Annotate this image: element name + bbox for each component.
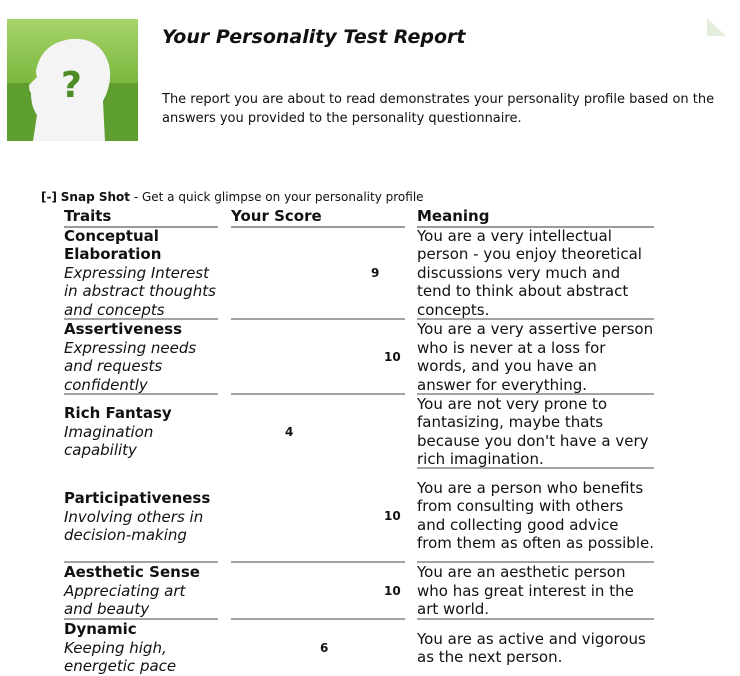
page-title: Your Personality Test Report	[162, 26, 466, 48]
trait-description: Involving others in decision-making	[64, 507, 204, 544]
header-meaning: Meaning	[417, 207, 654, 228]
trait-name: Participativeness	[64, 489, 211, 507]
trait-description: Imagination capability	[64, 422, 154, 459]
page-fold-icon	[705, 17, 727, 37]
head-question-icon	[7, 19, 138, 141]
meaning-cell: You are a very assertive person who is never at a loss for words, and you have an answer for everything.	[417, 320, 654, 394]
score-cell	[231, 470, 405, 563]
score-cell	[231, 621, 405, 675]
score-value: 6	[320, 641, 329, 655]
table-row	[64, 396, 655, 469]
trait-name: Aesthetic Sense	[64, 563, 200, 582]
meaning-cell: You are not very prone to fantasizing, maybe thats because you don't have a very rich imagination.	[417, 396, 654, 469]
score-value: 10	[384, 584, 401, 598]
table-row	[64, 470, 655, 563]
score-value: 10	[384, 350, 401, 364]
trait-name: Assertiveness	[64, 320, 183, 338]
score-cell	[231, 321, 405, 395]
trait-name: Rich Fantasy	[64, 404, 172, 422]
trait-cell	[64, 228, 218, 320]
meaning-cell: You are a very intellectual person - you enjoy theoretical discussions very much and tend to think about abstract concepts.	[417, 228, 654, 320]
trait-cell	[64, 321, 218, 395]
trait-description: Expressing Interest in abstract thoughts and concepts	[64, 263, 216, 319]
table-row	[64, 564, 655, 620]
trait-name: Dynamic	[64, 620, 137, 639]
trait-name: Conceptual Elaboration	[64, 226, 162, 264]
svg-text:?: ?	[61, 65, 82, 106]
trait-description: Keeping high, energetic pace	[64, 638, 177, 676]
trait-cell	[64, 470, 218, 563]
header-score: Your Score	[231, 207, 405, 228]
trait-description: Expressing needs and requests confidently	[64, 338, 197, 394]
meaning-cell: You are as active and vigorous as the next person.	[417, 629, 646, 666]
trait-description: Appreciating art and beauty	[64, 581, 186, 619]
score-value: 10	[384, 508, 401, 523]
score-value: 4	[285, 425, 294, 439]
snapshot-heading	[41, 190, 424, 204]
score-cell	[231, 228, 405, 320]
table-row	[64, 321, 655, 395]
score-value: 9	[371, 266, 380, 280]
meaning-cell: You are an aesthetic person who has great interest in the art world.	[417, 564, 654, 620]
personality-head-logo	[7, 19, 138, 141]
snapshot-label: Snap Shot	[60, 190, 130, 204]
trait-cell	[64, 621, 218, 675]
score-cell	[231, 396, 405, 469]
trait-cell	[64, 564, 218, 620]
snapshot-description: - Get a quick glimpse on your personality profile	[133, 190, 424, 204]
table-row	[64, 228, 655, 320]
meaning-cell: You are a person who benefits from consulting with others and collecting good advice from them as often as possible.	[417, 470, 654, 563]
trait-cell	[64, 396, 218, 469]
table-row	[64, 621, 655, 675]
score-cell	[231, 564, 405, 620]
intro-text: The report you are about to read demonstrates your personality profile based on the answers you provided to the personality questionnaire.	[162, 92, 715, 126]
header-traits: Traits	[64, 207, 218, 228]
snapshot-toggle[interactable]: [-]	[41, 190, 57, 204]
